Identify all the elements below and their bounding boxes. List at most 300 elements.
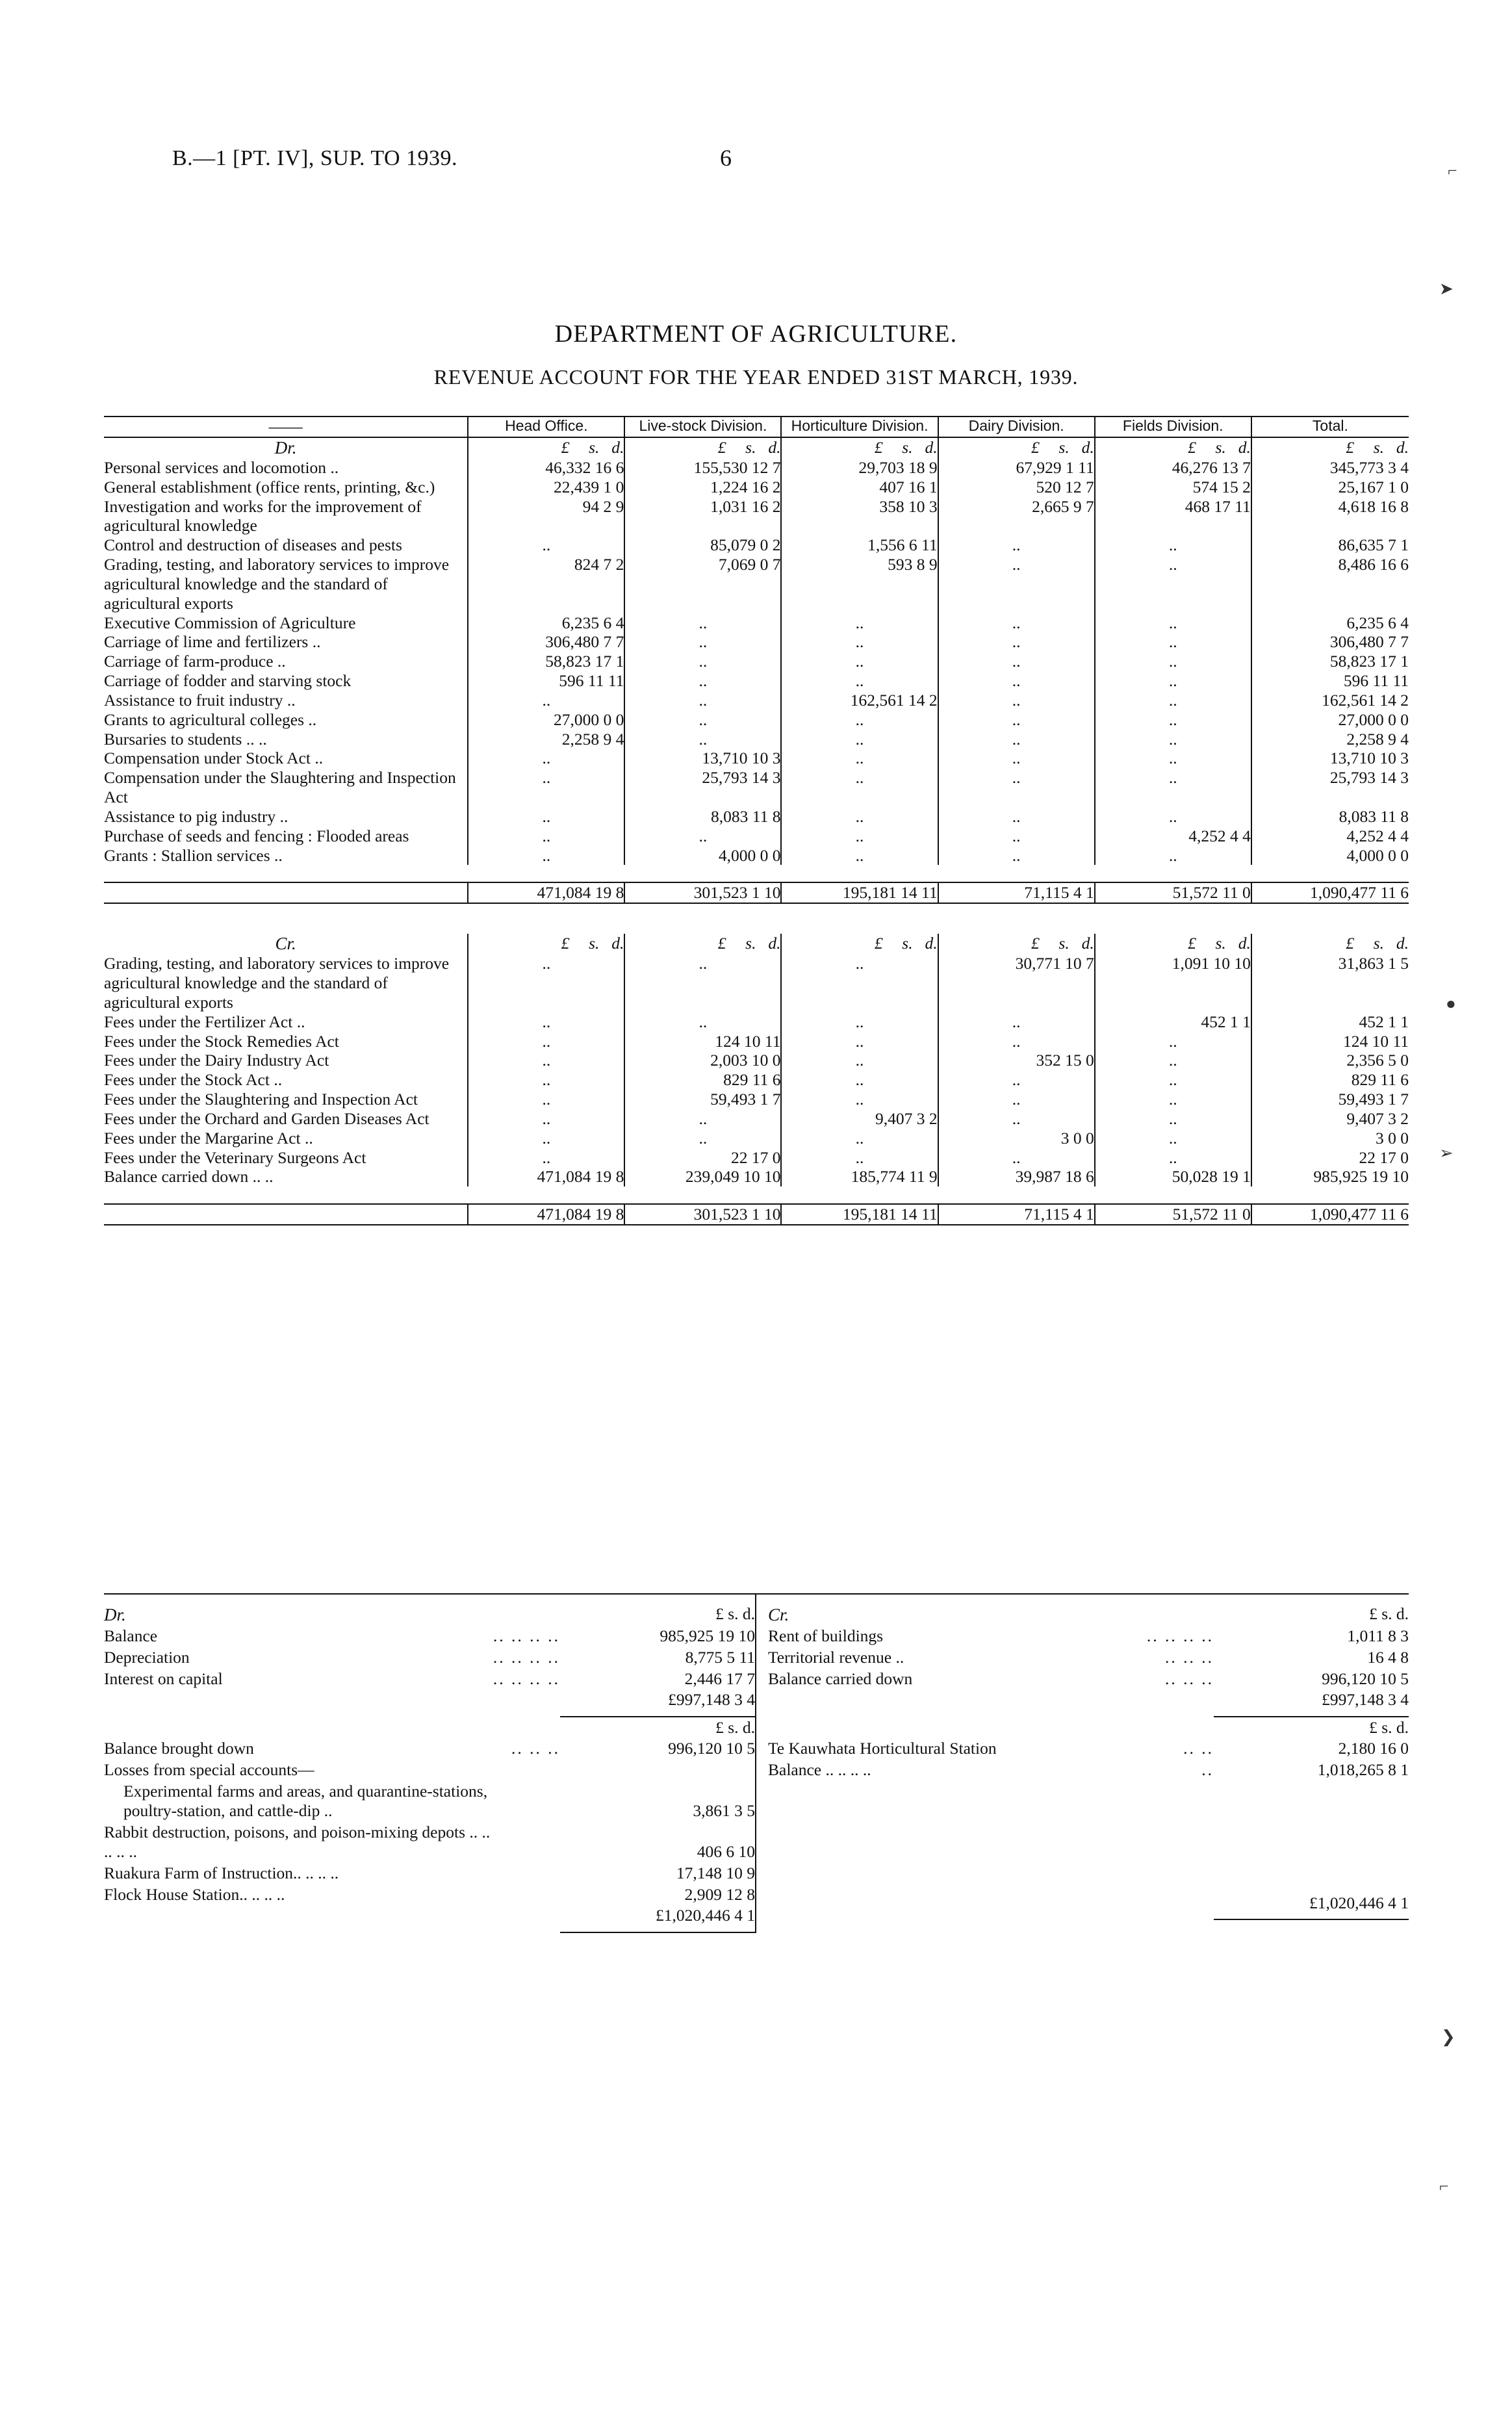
cell-fields: .. [1095, 749, 1251, 768]
appropriation-accounts [104, 1593, 1409, 1933]
cell-livestock: 124 10 11 [624, 1032, 781, 1051]
table-row [104, 632, 1409, 652]
row-label: Fees under the Margarine Act .. [104, 1128, 313, 1147]
cell-horticulture: .. [781, 1070, 938, 1090]
row-label: Grading, testing, and laboratory services to improve agricultural knowledge and the standard of agricultural exports [104, 954, 450, 1012]
cell-total: 59,493 1 7 [1251, 1090, 1409, 1109]
double-rule [1214, 1711, 1409, 1717]
money-head-horticulture: £ s. d. [781, 934, 938, 954]
total-horticulture: 195,181 14 11 [781, 882, 938, 903]
table-row [104, 1884, 755, 1906]
row-amount: 16 4 8 [1367, 1647, 1409, 1667]
cell-livestock: .. [624, 730, 781, 749]
table-row [104, 1070, 1409, 1090]
cell-horticulture: .. [781, 1051, 938, 1070]
cell-fields: .. [1095, 1070, 1251, 1090]
leader-dots: .. .. .. [1165, 1669, 1214, 1688]
money-head: £ s. d. [1369, 1717, 1409, 1737]
money-head-livestock: £ s. d. [624, 934, 781, 954]
table-row [104, 458, 1409, 478]
row-label: Experimental farms and areas, and quarantine-stations, poultry-station, and cattle-dip .. [123, 1781, 488, 1821]
cell-livestock: .. [624, 1129, 781, 1148]
cell-livestock: .. [624, 827, 781, 846]
row-label: Balance carried down [768, 1669, 913, 1688]
cell-total: 452 1 1 [1251, 1012, 1409, 1032]
cell-head-office: 22,439 1 0 [468, 478, 624, 497]
credit-label: Cr. [275, 934, 296, 954]
cell-fields: 1,091 10 10 [1095, 954, 1251, 1012]
table-row [104, 1760, 755, 1781]
table-row [768, 1717, 1409, 1739]
table-row [104, 1647, 755, 1669]
cell-dairy: .. [938, 710, 1095, 730]
cell-livestock: 4,000 0 0 [624, 846, 781, 865]
table-row [104, 954, 1409, 1012]
cell-livestock: 13,710 10 3 [624, 749, 781, 768]
row-label [104, 882, 468, 903]
money-head-dairy: £ s. d. [938, 934, 1095, 954]
row-label: Purchase of seeds and fencing : Flooded areas [104, 826, 409, 845]
cell-horticulture: 9,407 3 2 [781, 1109, 938, 1129]
cell-head-office: 2,258 9 4 [468, 730, 624, 749]
row-amount: 8,775 5 11 [685, 1647, 755, 1667]
money-head-head-office: £ s. d. [468, 437, 624, 458]
table-row [768, 1738, 1409, 1760]
total-dairy: 71,115 4 1 [938, 882, 1095, 903]
table-row [104, 478, 1409, 497]
table-row [104, 768, 1409, 807]
table-row [104, 1109, 1409, 1129]
table-row [104, 1051, 1409, 1070]
money-head: £ s. d. [1369, 1604, 1409, 1623]
total-dairy: 71,115 4 1 [938, 1204, 1095, 1225]
cell-horticulture: .. [781, 807, 938, 827]
table-row [768, 1914, 1409, 1919]
cell-horticulture: .. [781, 954, 938, 1012]
column-header-fields-division: Fields Division. [1095, 417, 1251, 437]
cell-fields: .. [1095, 1148, 1251, 1168]
cell-total: 9,407 3 2 [1251, 1109, 1409, 1129]
leader-dots: .. .. .. .. [1146, 1626, 1214, 1646]
cell-horticulture: .. [781, 652, 938, 671]
cell-livestock: .. [624, 1109, 781, 1129]
cell-horticulture: .. [781, 1129, 938, 1148]
cell-livestock: 7,069 0 7 [624, 555, 781, 613]
row-label: Balance brought down [104, 1739, 254, 1758]
row-label: Fees under the Slaughtering and Inspection Act [104, 1090, 418, 1109]
row-amount: 2,909 12 8 [684, 1884, 755, 1904]
column-header-head-office: Head Office. [468, 417, 624, 437]
money-head-livestock: £ s. d. [624, 437, 781, 458]
table-row [104, 671, 1409, 691]
cell-horticulture: .. [781, 1148, 938, 1168]
total-head-office: 471,084 19 8 [468, 1204, 624, 1225]
table-row [104, 807, 1409, 827]
cell-total: 25,793 14 3 [1251, 768, 1409, 807]
cell-fields: 46,276 13 7 [1095, 458, 1251, 478]
row-amount: 1,018,265 8 1 [1317, 1760, 1409, 1779]
total-grand: 1,090,477 11 6 [1251, 1204, 1409, 1225]
total-row [104, 1905, 755, 1927]
cell-horticulture: .. [781, 749, 938, 768]
cell-dairy: .. [938, 1012, 1095, 1032]
row-label: Fees under the Stock Act .. [104, 1070, 283, 1090]
column-header-horticulture-division: Horticulture Division. [781, 417, 938, 437]
money-head-total: £ s. d. [1251, 437, 1409, 458]
column-header-total: Total. [1251, 417, 1409, 437]
cell-head-office: .. [468, 1032, 624, 1051]
cell-total: 31,863 1 5 [1251, 954, 1409, 1012]
table-row [104, 1167, 1409, 1186]
cell-head-office: 6,235 6 4 [468, 613, 624, 633]
cell-dairy: 352 15 0 [938, 1051, 1095, 1070]
row-label: General establishment (office rents, printing, &c.) [104, 477, 435, 496]
cell-livestock: 8,083 11 8 [624, 807, 781, 827]
table-row [768, 1626, 1409, 1647]
row-label: Fees under the Veterinary Surgeons Act [104, 1147, 366, 1167]
cell-dairy: 30,771 10 7 [938, 954, 1095, 1012]
cell-dairy: .. [938, 1070, 1095, 1090]
table-row [104, 613, 1409, 633]
cell-head-office: 471,084 19 8 [468, 1167, 624, 1186]
cell-horticulture: 1,556 6 11 [781, 535, 938, 555]
cell-livestock: .. [624, 691, 781, 710]
column-header-dairy-division: Dairy Division. [938, 417, 1095, 437]
credit-section [104, 934, 1409, 1225]
money-head-fields: £ s. d. [1095, 934, 1251, 954]
table-row [104, 1781, 755, 1822]
row-amount: 2,180 16 0 [1338, 1739, 1409, 1758]
row-label: Carriage of lime and fertilizers .. [104, 632, 321, 652]
total-livestock: 301,523 1 10 [624, 882, 781, 903]
margin-mark: ➢ [1439, 1144, 1454, 1162]
total-fields: 51,572 11 0 [1095, 882, 1251, 903]
cell-total: 4,252 4 4 [1251, 827, 1409, 846]
table-row [104, 497, 1409, 536]
cell-fields: .. [1095, 652, 1251, 671]
table-row [104, 555, 1409, 613]
cell-horticulture: .. [781, 827, 938, 846]
cell-total: 3 0 0 [1251, 1129, 1409, 1148]
cell-total: 306,480 7 7 [1251, 632, 1409, 652]
credit-totals-row [104, 1204, 1409, 1225]
cell-fields: .. [1095, 1032, 1251, 1051]
panel-total: £997,148 3 4 [668, 1690, 755, 1710]
dr-heading: Dr. [104, 1605, 126, 1624]
row-amount: 2,446 17 7 [684, 1669, 755, 1688]
table-row [768, 1604, 1409, 1626]
cell-horticulture: .. [781, 846, 938, 865]
row-amount [560, 1760, 755, 1781]
total-row [768, 1689, 1409, 1711]
cell-head-office: 596 11 11 [468, 671, 624, 691]
cell-horticulture: .. [781, 632, 938, 652]
table-row [768, 1781, 1409, 1893]
table-row [104, 1129, 1409, 1148]
cr-heading: Cr. [768, 1605, 789, 1624]
table-row [104, 1669, 755, 1690]
row-amount: 985,925 19 10 [660, 1626, 755, 1646]
table-row [104, 749, 1409, 768]
row-label: Grants : Stallion services .. [104, 845, 283, 865]
cell-horticulture: .. [781, 671, 938, 691]
row-label: Balance carried down .. .. [104, 1167, 274, 1186]
document-subtitle: REVENUE ACCOUNT FOR THE YEAR ENDED 31ST MARCH, 1939. [433, 365, 1079, 389]
table-row [104, 710, 1409, 730]
cell-head-office: .. [468, 768, 624, 807]
cell-dairy: 67,929 1 11 [938, 458, 1095, 478]
leader-dots: .. .. .. .. [493, 1647, 560, 1667]
leader-dots [493, 1822, 560, 1863]
table-row [104, 846, 1409, 865]
cell-livestock: 1,224 16 2 [624, 478, 781, 497]
running-head: B.—1 [PT. IV], SUP. TO 1939. [172, 146, 458, 170]
debit-totals-row [104, 882, 1409, 903]
table-row [104, 691, 1409, 710]
row-label: Losses from special accounts— [104, 1760, 314, 1779]
cell-fields: .. [1095, 768, 1251, 807]
panel-total: £1,020,446 4 1 [1309, 1893, 1409, 1912]
cell-head-office: 94 2 9 [468, 497, 624, 536]
profit-loss-dr-table [104, 1604, 755, 1933]
panel-total: £997,148 3 4 [1322, 1690, 1409, 1710]
cell-horticulture: .. [781, 613, 938, 633]
cell-dairy: .. [938, 691, 1095, 710]
cell-horticulture: 358 10 3 [781, 497, 938, 536]
total-horticulture: 195,181 14 11 [781, 1204, 938, 1225]
cell-fields: .. [1095, 535, 1251, 555]
row-label: Rabbit destruction, poisons, and poison-mixing depots .. .. .. .. .. [104, 1822, 491, 1862]
margin-mark: ● [1446, 994, 1456, 1013]
cell-fields: .. [1095, 632, 1251, 652]
cell-head-office: .. [468, 807, 624, 827]
row-amount: 1,011 8 3 [1347, 1626, 1409, 1646]
row-label: Interest on capital [104, 1669, 223, 1688]
cell-total: 985,925 19 10 [1251, 1167, 1409, 1186]
table-row [768, 1760, 1409, 1781]
cell-head-office: 46,332 16 6 [468, 458, 624, 478]
row-label: Rent of buildings [768, 1626, 884, 1646]
cell-horticulture: .. [781, 768, 938, 807]
document-title: DEPARTMENT OF AGRICULTURE. [554, 320, 958, 348]
money-head-horticulture: £ s. d. [781, 437, 938, 458]
cell-dairy: .. [938, 1109, 1095, 1129]
money-head-dairy: £ s. d. [938, 437, 1095, 458]
row-label: Balance .. .. .. .. [768, 1760, 871, 1779]
table-row [104, 1604, 755, 1626]
row-label: Investigation and works for the improvement of agricultural knowledge [104, 496, 422, 535]
leader-dots [493, 1781, 560, 1822]
cell-total: 58,823 17 1 [1251, 652, 1409, 671]
double-rule [560, 1711, 755, 1717]
cell-total: 162,561 14 2 [1251, 691, 1409, 710]
cell-dairy: .. [938, 749, 1095, 768]
cell-dairy: .. [938, 807, 1095, 827]
cell-dairy: .. [938, 535, 1095, 555]
cell-fields: .. [1095, 1090, 1251, 1109]
cell-dairy: .. [938, 846, 1095, 865]
cell-livestock: .. [624, 652, 781, 671]
column-header-blank: —— [268, 417, 303, 436]
cell-horticulture: .. [781, 710, 938, 730]
cell-head-office: .. [468, 535, 624, 555]
cell-dairy: .. [938, 1090, 1095, 1109]
cell-head-office: .. [468, 1070, 624, 1090]
debit-heading-row [104, 437, 1409, 458]
cell-head-office: .. [468, 1090, 624, 1109]
cell-total: 25,167 1 0 [1251, 478, 1409, 497]
table-row [104, 1863, 755, 1884]
row-amount: 3,861 3 5 [693, 1801, 755, 1821]
cell-livestock: 85,079 0 2 [624, 535, 781, 555]
debit-section [104, 437, 1409, 934]
leader-dots: .. .. .. [1165, 1647, 1214, 1667]
leader-dots: .. .. .. [511, 1739, 560, 1758]
row-label: Fees under the Stock Remedies Act [104, 1031, 339, 1051]
cell-fields: .. [1095, 1051, 1251, 1070]
cell-dairy: .. [938, 671, 1095, 691]
row-label: Balance [104, 1626, 158, 1646]
cell-fields: .. [1095, 730, 1251, 749]
cell-total: 8,083 11 8 [1251, 807, 1409, 827]
cell-fields: .. [1095, 613, 1251, 633]
cell-horticulture: 407 16 1 [781, 478, 938, 497]
cell-head-office: 824 7 2 [468, 555, 624, 613]
cell-fields: 574 15 2 [1095, 478, 1251, 497]
credit-heading-row [104, 934, 1409, 954]
margin-mark: ➤ [1439, 279, 1454, 298]
total-row [104, 1689, 755, 1711]
row-amount: 17,148 10 9 [676, 1863, 755, 1882]
cell-fields: 4,252 4 4 [1095, 827, 1251, 846]
cell-total: 86,635 7 1 [1251, 535, 1409, 555]
row-label: Compensation under Stock Act .. [104, 749, 324, 768]
cell-head-office: .. [468, 691, 624, 710]
cell-total: 27,000 0 0 [1251, 710, 1409, 730]
spacer [104, 903, 1409, 934]
row-label: Carriage of fodder and starving stock [104, 671, 352, 691]
table-row [768, 1647, 1409, 1669]
cell-livestock: 25,793 14 3 [624, 768, 781, 807]
cell-total: 4,000 0 0 [1251, 846, 1409, 865]
row-label: Compensation under the Slaughtering and Inspection Act [104, 768, 456, 807]
cell-livestock: 22 17 0 [624, 1148, 781, 1168]
row-label: Depreciation [104, 1647, 190, 1667]
cell-livestock: .. [624, 1012, 781, 1032]
table-row [104, 1822, 755, 1863]
cell-dairy: .. [938, 768, 1095, 807]
cell-livestock: .. [624, 671, 781, 691]
debit-label: Dr. [274, 438, 297, 457]
cell-dairy: .. [938, 1148, 1095, 1168]
row-label: Control and destruction of diseases and pests [104, 535, 402, 555]
cell-total: 345,773 3 4 [1251, 458, 1409, 478]
row-label: Fees under the Dairy Industry Act [104, 1051, 329, 1070]
cell-fields: .. [1095, 671, 1251, 691]
cell-fields: .. [1095, 555, 1251, 613]
spacer [104, 1186, 1409, 1204]
cell-livestock: .. [624, 954, 781, 1012]
row-label: Assistance to pig industry .. [104, 806, 288, 826]
spacer [104, 865, 1409, 882]
cell-dairy: .. [938, 613, 1095, 633]
cell-dairy: .. [938, 827, 1095, 846]
margin-mark: ❯ [1441, 2027, 1455, 2046]
accounts-left-column [104, 1595, 756, 1933]
cell-head-office: 27,000 0 0 [468, 710, 624, 730]
row-label: Te Kauwhata Horticultural Station [768, 1739, 997, 1758]
cell-livestock: .. [624, 632, 781, 652]
total-livestock: 301,523 1 10 [624, 1204, 781, 1225]
row-label: Personal services and locomotion .. [104, 458, 339, 477]
row-label: Fees under the Fertilizer Act .. [104, 1012, 305, 1031]
table-row [104, 1738, 755, 1760]
double-rule [560, 1927, 755, 1932]
cell-head-office: .. [468, 1109, 624, 1129]
cell-livestock: 2,003 10 0 [624, 1051, 781, 1070]
cell-dairy: 520 12 7 [938, 478, 1095, 497]
cell-head-office: .. [468, 1148, 624, 1168]
cell-horticulture: 29,703 18 9 [781, 458, 938, 478]
cell-livestock: .. [624, 710, 781, 730]
leader-dots [493, 1884, 560, 1906]
cell-head-office: .. [468, 827, 624, 846]
leader-dots: .. .. .. .. [493, 1669, 560, 1688]
cell-dairy: .. [938, 730, 1095, 749]
cell-fields: 452 1 1 [1095, 1012, 1251, 1032]
cell-total: 22 17 0 [1251, 1148, 1409, 1168]
margin-mark: ⌐ [1439, 2177, 1449, 2196]
cell-total: 8,486 16 6 [1251, 555, 1409, 613]
cell-horticulture: .. [781, 1012, 938, 1032]
panel-total: £1,020,446 4 1 [656, 1906, 755, 1925]
cell-head-office: .. [468, 1012, 624, 1032]
table-row [104, 1012, 1409, 1032]
table-row [104, 730, 1409, 749]
cell-head-office: 306,480 7 7 [468, 632, 624, 652]
cell-total: 829 11 6 [1251, 1070, 1409, 1090]
cell-head-office: .. [468, 1129, 624, 1148]
row-amount: 996,120 10 5 [668, 1739, 755, 1758]
row-label: Bursaries to students .. .. [104, 729, 267, 749]
table-header-row [104, 417, 1409, 437]
accounts-right-column [756, 1595, 1409, 1933]
cell-dairy: .. [938, 652, 1095, 671]
cell-total: 4,618 16 8 [1251, 497, 1409, 536]
table-row [104, 1927, 755, 1932]
table-row [768, 1669, 1409, 1690]
row-label: Grants to agricultural colleges .. [104, 710, 317, 729]
money-head-head-office: £ s. d. [468, 934, 624, 954]
cell-total: 2,258 9 4 [1251, 730, 1409, 749]
row-label [104, 1204, 468, 1225]
cell-horticulture: .. [781, 1090, 938, 1109]
cell-fields: 50,028 19 1 [1095, 1167, 1251, 1186]
leader-dots: .. .. [1183, 1739, 1214, 1758]
money-head: £ s. d. [715, 1717, 755, 1737]
cell-fields: .. [1095, 807, 1251, 827]
leader-dots [493, 1863, 560, 1884]
cell-dairy: 3 0 0 [938, 1129, 1095, 1148]
double-rule [1214, 1914, 1409, 1919]
cell-horticulture: 593 8 9 [781, 555, 938, 613]
cell-head-office: 58,823 17 1 [468, 652, 624, 671]
cell-head-office: .. [468, 1051, 624, 1070]
cell-head-office: .. [468, 749, 624, 768]
cell-head-office: .. [468, 846, 624, 865]
cell-dairy: 2,665 9 7 [938, 497, 1095, 536]
cell-total: 124 10 11 [1251, 1032, 1409, 1051]
